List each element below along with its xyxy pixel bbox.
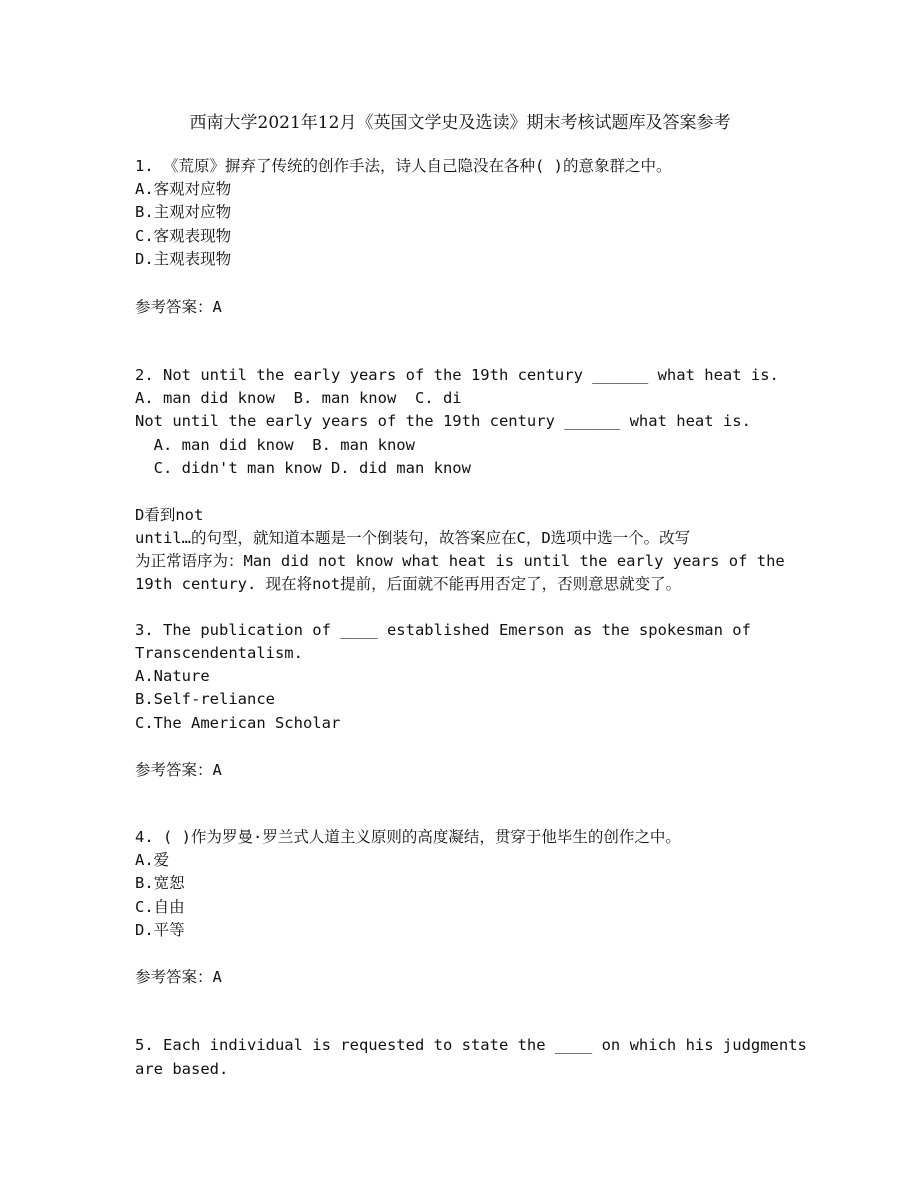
question-3-option-b: B.Self-reliance: [135, 690, 275, 708]
question-2-explanation-2: until…的句型，就知道本题是一个倒装句，故答案应在C，D选项中选一个。改写: [135, 529, 691, 547]
question-2-explanation-1: D看到not: [135, 506, 204, 524]
question-4-option-c: C.自由: [135, 898, 185, 916]
question-3-stem-2: Transcendentalism.: [135, 644, 303, 662]
question-2-stem: 2. Not until the early years of the 19th century ______ what heat is.: [135, 366, 779, 384]
question-3-answer: 参考答案：A: [135, 761, 222, 779]
question-4-option-a: A.爱: [135, 851, 170, 869]
question-3-option-a: A.Nature: [135, 667, 210, 685]
question-4-option-b: B.宽恕: [135, 874, 185, 892]
question-2-explanation-4: 19th century. 现在将not提前，后面就不能再用否定了，否则意思就变了。: [135, 575, 682, 593]
question-2-options: A. man did know B. man know C. di: [135, 389, 462, 407]
question-3-option-c: C.The American Scholar: [135, 714, 341, 732]
question-5-stem-1: 5. Each individual is requested to state the ____ on which his judgments: [135, 1036, 807, 1054]
question-2-repeat-options-2: C. didn't man know D. did man know: [135, 459, 471, 477]
question-1-option-c: C.客观表现物: [135, 227, 232, 245]
question-1-option-d: D.主观表现物: [135, 250, 232, 268]
question-1-answer: 参考答案：A: [135, 298, 222, 316]
question-3-stem-1: 3. The publication of ____ established Emerson as the spokesman of: [135, 621, 751, 639]
question-4-stem: 4. ( )作为罗曼·罗兰式人道主义原则的高度凝结，贯穿于他毕生的创作之中。: [135, 828, 681, 846]
question-2-explanation-3: 为正常语序为：Man did not know what heat is until the early years of the: [135, 552, 785, 570]
question-1-stem: 1. 《荒原》摒弃了传统的创作手法，诗人自己隐没在各种( )的意象群之中。: [135, 157, 672, 175]
question-4-option-d: D.平等: [135, 921, 185, 939]
question-1-option-b: B.主观对应物: [135, 203, 232, 221]
question-2-repeat-stem: Not until the early years of the 19th century ______ what heat is.: [135, 412, 751, 430]
question-2-repeat-options-1: A. man did know B. man know: [135, 436, 415, 454]
question-1-option-a: A.客观对应物: [135, 180, 232, 198]
document-title: 西南大学2021年12月《英国文学史及选读》期末考核试题库及答案参考: [189, 113, 731, 133]
question-4-answer: 参考答案：A: [135, 968, 222, 986]
question-5-stem-2: are based.: [135, 1060, 229, 1078]
